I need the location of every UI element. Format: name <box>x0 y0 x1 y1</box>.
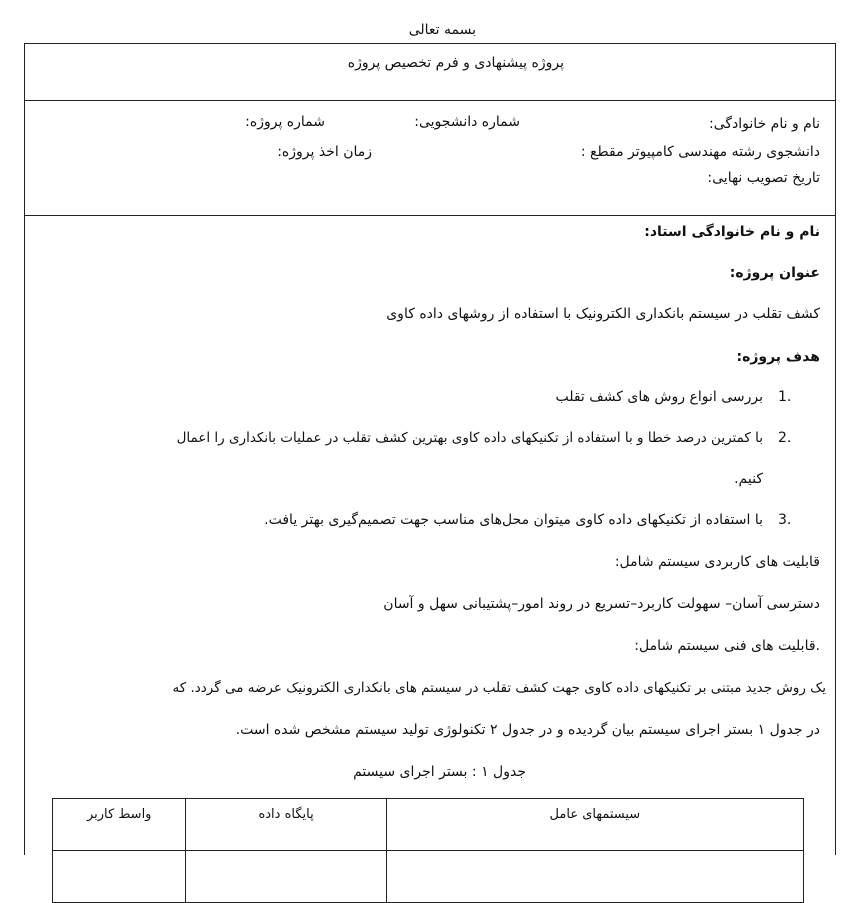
goal-2-text-cont: کنیم. <box>734 471 763 487</box>
approval-date-label: تاریخ تصویب نهایی: <box>707 170 820 186</box>
supervisor-label: نام و نام خانوادگی استاد: <box>644 224 820 240</box>
project-title-heading: عنوان پروژه: <box>729 265 820 281</box>
goal-3-text: با استفاده از تکنیکهای داده کاوی میتوان محل‌های مناسب جهت تصمیم‌گیری بهتر یافت. <box>264 512 763 528</box>
goals-heading: هدف پروژه: <box>736 349 820 365</box>
table-header-database: پایگاه داده <box>186 799 386 851</box>
system-platform-table <box>52 798 804 903</box>
goal-2-text: با کمترین درصد خطا و با استفاده از تکنیکهای داده کاوی بهترین کشف تقلب در عملیات بانکداری را اعمال <box>176 430 763 446</box>
table-cell-db-1 <box>186 851 386 903</box>
table-header-row <box>53 799 804 851</box>
table-header-ui: واسط کاربر <box>53 799 186 851</box>
table-cell-os-1 <box>386 851 803 903</box>
bismillah-text: بسمه تعالی <box>408 22 476 38</box>
project-number-label: شماره پروژه: <box>245 114 325 130</box>
tech-features-line-2: در جدول ۱ بستر اجرای سیستم بیان گردیده و در جدول ۲ تکنولوژی تولید سیستم مشخص شده است. <box>235 722 820 738</box>
header-divider <box>24 100 836 101</box>
goal-1-text: بررسی انواع روش های کشف تقلب <box>555 389 763 405</box>
student-name-label: نام و نام خانوادگی: <box>709 116 820 132</box>
form-title: پروژه پیشنهادی و فرم تخصیص پروژه <box>347 55 564 71</box>
student-number-label: شماره دانشجویی: <box>414 114 520 130</box>
project-title-text: کشف تقلب در سیستم بانکداری الکترونیک با استفاده از روشهای داده کاوی <box>386 306 820 322</box>
tech-features-heading: .قابلیت های فنی سیستم شامل: <box>634 638 820 654</box>
goal-2-number: 2. <box>778 430 792 446</box>
table-header-os: سیستمهای عامل <box>386 799 803 851</box>
table-cell-ui-1 <box>53 851 186 903</box>
table-row <box>53 851 804 903</box>
user-features-heading: قابلیت های کاربردی سیستم شامل: <box>614 554 820 570</box>
table-caption: جدول ۱ : بستر اجرای سیستم <box>353 764 526 780</box>
program-label: دانشجوی رشته مهندسی کامپیوتر مقطع : <box>580 144 820 160</box>
goal-3-number: 3. <box>778 512 792 528</box>
goal-1-number: 1. <box>778 389 792 405</box>
tech-features-line-1: یک روش جدید مبتنی بر تکنیکهای داده کاوی جهت کشف تقلب در سیستم های بانکداری الکترونیک عرضه می گردد. که <box>172 680 826 696</box>
user-features-text: دسترسی آسان– سهولت کاربرد–تسریع در روند امور–پشتیبانی سهل و آسان <box>383 596 820 612</box>
project-time-label: زمان اخذ پروژه: <box>277 144 372 160</box>
